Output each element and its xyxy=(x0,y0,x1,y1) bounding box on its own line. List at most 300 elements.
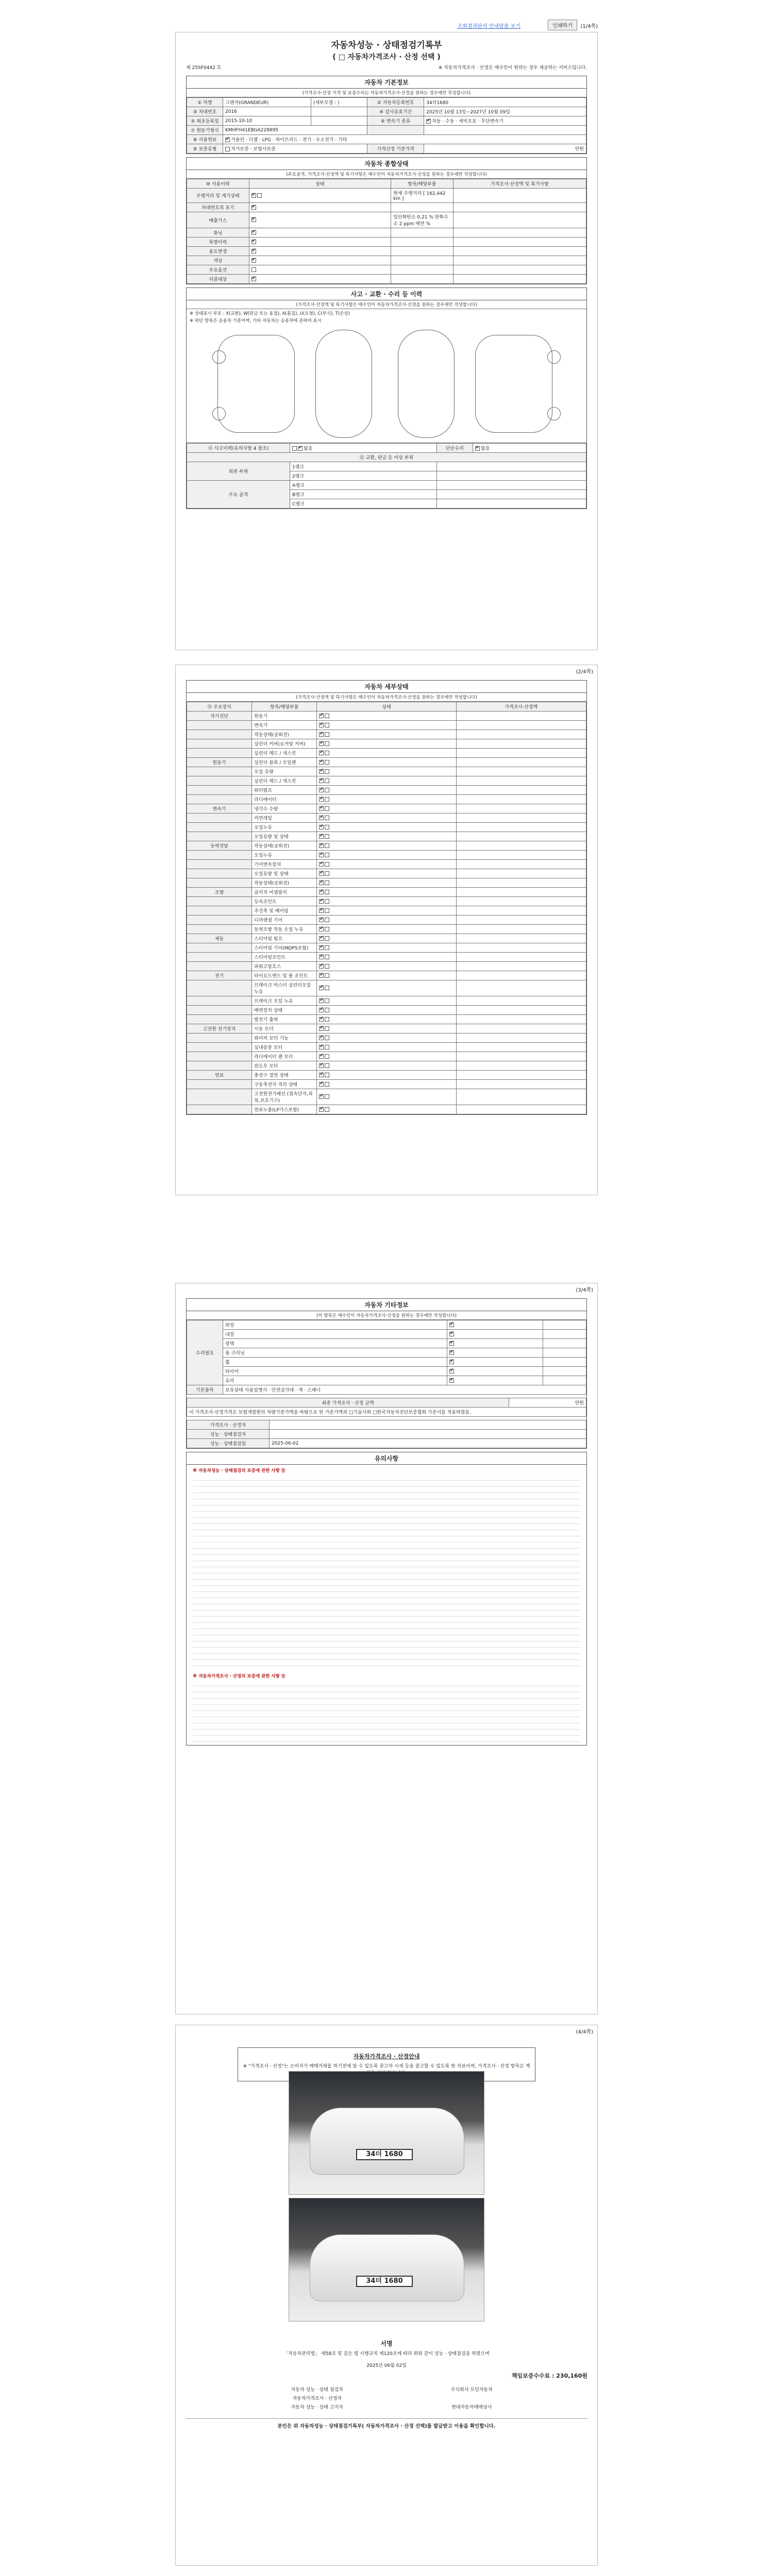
state-ok-check[interactable] xyxy=(319,806,324,811)
grade-2: 2랭크 xyxy=(290,471,437,481)
detail-item: 발전기 출력 xyxy=(252,1015,317,1024)
detail-price xyxy=(456,786,586,795)
detail-row xyxy=(187,1006,586,1015)
detail-item: 와이퍼 모터 기능 xyxy=(252,1033,317,1043)
state-ok-check[interactable] xyxy=(319,1107,324,1112)
detail-state xyxy=(317,739,456,749)
usage-none-check[interactable] xyxy=(251,249,256,253)
state-bad-check[interactable] xyxy=(325,778,329,783)
detail-price xyxy=(456,953,586,962)
state-ok-check[interactable] xyxy=(319,927,324,931)
detail-row xyxy=(187,1105,586,1114)
state-ok-check[interactable] xyxy=(319,986,324,990)
state-ok-check[interactable] xyxy=(319,723,324,727)
detail-state xyxy=(317,814,456,823)
detail-row xyxy=(187,1071,586,1080)
detail-row xyxy=(187,860,586,869)
detail-item: 파워고압호스 xyxy=(252,962,317,971)
detail-row xyxy=(187,980,586,996)
detail-system-cell xyxy=(187,980,252,996)
signer-notifier-org: 현대자동차매매상사 xyxy=(451,2405,492,2410)
detail-price xyxy=(456,1043,586,1052)
detail-head-item: 항목/해당부품 xyxy=(252,702,317,711)
state-ok-check[interactable] xyxy=(319,778,324,783)
state-bad-check[interactable] xyxy=(325,998,329,1003)
detail-price xyxy=(456,860,586,869)
row-color: 색상 xyxy=(187,256,249,265)
state-bad-check[interactable] xyxy=(325,788,329,792)
detail-row xyxy=(187,888,586,897)
detail-row xyxy=(187,971,586,980)
engine-type: KMHFH41EBGA228895 xyxy=(223,126,367,135)
inspection-photos xyxy=(289,2071,484,2321)
item-room-cleaning: 룸 크리닝 xyxy=(223,1348,447,1358)
detail-price xyxy=(456,832,586,841)
price-guide-text: ※ "가격조사 · 산정"는 소비자가 매매거래를 하기전에 알 수 있도록 중고차 시세 등을 참고할 수 있도록 한 자료이며, 가격조사 · 산정 항목은 책 xyxy=(243,2064,530,2069)
detail-state xyxy=(317,860,456,869)
doc-subtitle: ( □ 자동차가격조사 · 산정 선택 ) xyxy=(332,53,441,61)
state-bad-check[interactable] xyxy=(325,853,329,857)
state-ok-check[interactable] xyxy=(319,1063,324,1068)
label-inspection-period: ④ 검사유효기간 xyxy=(367,107,424,116)
detail-row xyxy=(187,953,586,962)
detail-price xyxy=(456,767,586,776)
state-bad-check[interactable] xyxy=(325,955,329,959)
detail-price xyxy=(456,1006,586,1015)
basic-info-title: 자동차 기본정보 xyxy=(187,76,586,89)
detail-system-cell xyxy=(187,832,252,841)
final-price-unit: 만원 xyxy=(509,1398,586,1408)
page-2-number: (2/4쪽) xyxy=(576,669,593,675)
detail-row xyxy=(187,925,586,934)
detail-state xyxy=(317,1089,456,1105)
detail-state xyxy=(317,786,456,795)
state-bad-check[interactable] xyxy=(325,964,329,969)
photo-front xyxy=(289,2071,484,2195)
warranty-check[interactable] xyxy=(225,147,230,151)
detail-item: 디퍼렌셜 기어 xyxy=(252,916,317,925)
detail-item: 구동축전지 격리 상태 xyxy=(252,1080,317,1089)
state-bad-check[interactable] xyxy=(325,918,329,922)
detail-system-cell xyxy=(187,721,252,730)
detail-state xyxy=(317,795,456,804)
state-ok-check[interactable] xyxy=(319,1008,324,1012)
state-bad-check[interactable] xyxy=(325,797,329,802)
detail-state xyxy=(317,943,456,953)
state-bad-check[interactable] xyxy=(325,899,329,904)
state-ok-check[interactable] xyxy=(319,1017,324,1022)
label-first-reg: ⑤ 최초등록일 xyxy=(187,116,223,126)
state-ok-check[interactable] xyxy=(319,890,324,894)
state-bad-check[interactable] xyxy=(325,908,329,913)
detail-head-system: ⑬ 주요장치 xyxy=(187,702,252,711)
detail-system-cell xyxy=(187,1089,252,1105)
state-bad-check[interactable] xyxy=(325,880,329,885)
inspector-label: 성능 · 상태점검자 xyxy=(187,1430,270,1439)
detail-system-cell: 고전원 전기장치 xyxy=(187,1024,252,1033)
repair-needed-label: 수리필요 xyxy=(187,1320,223,1385)
detail-state xyxy=(317,1015,456,1024)
state-bad-check[interactable] xyxy=(325,973,329,978)
detail-state xyxy=(317,1024,456,1033)
state-bad-check[interactable] xyxy=(325,1063,329,1068)
notes-title: 유의사항 xyxy=(187,1452,586,1465)
detail-head-price: 가격조사·산정액 xyxy=(456,702,586,711)
accident-sub: (가격조사·산정액 및 특기사항은 매수인이 자동차가격조사·산정을 원하는 경우에만 작성합니다) xyxy=(187,300,586,309)
color-check[interactable] xyxy=(251,258,256,263)
detail-item: 등속조인트 xyxy=(252,897,317,906)
interior-check[interactable] xyxy=(449,1332,454,1336)
notes-section xyxy=(186,1452,587,1745)
photo-plate-2: 34더 1680 xyxy=(356,2276,413,2287)
state-ok-check[interactable] xyxy=(319,908,324,913)
car-model-detail: (세부모델 : ) xyxy=(311,98,367,107)
state-ok-check[interactable] xyxy=(319,899,324,904)
state-bad-check[interactable] xyxy=(325,1036,329,1040)
detail-price xyxy=(456,916,586,925)
state-bad-check[interactable] xyxy=(325,714,329,718)
item-wheel: 휠 xyxy=(223,1358,447,1367)
detail-price xyxy=(456,776,586,786)
detail-price xyxy=(456,749,586,758)
wheel-check[interactable] xyxy=(449,1360,454,1364)
detail-system-cell xyxy=(187,795,252,804)
state-ok-check[interactable] xyxy=(319,816,324,820)
footer-confirm: 본인은 위 자동차성능 · 상태점검기록부( 자동차가격조사 · 산정 선택)를 발급받고 이용을 확인합니다. xyxy=(186,2418,587,2429)
print-button[interactable]: 인쇄하기 xyxy=(548,20,577,30)
detail-row xyxy=(187,814,586,823)
detail-row xyxy=(187,758,586,767)
doc-number: 제 25SF0442 호 xyxy=(186,65,222,71)
state-ok-check[interactable] xyxy=(319,714,324,718)
detail-item: 추진축 및 베어링 xyxy=(252,906,317,916)
label-engine-type: ⑦ 원동기형식 xyxy=(187,126,223,135)
state-ok-check[interactable] xyxy=(319,825,324,829)
row-emission: 배출가스 xyxy=(187,212,249,228)
repair-no-check[interactable] xyxy=(475,446,480,451)
detail-state xyxy=(317,962,456,971)
state-bad-check[interactable] xyxy=(325,732,329,737)
detail-item: 동력조향 작동 오일 누유 xyxy=(252,925,317,934)
options-check[interactable] xyxy=(251,267,256,272)
state-bad-check[interactable] xyxy=(325,945,329,950)
inspection-period: 2025년 10월 13일~2027년 10월 09일 xyxy=(424,107,586,116)
state-bad-check[interactable] xyxy=(325,1008,329,1012)
status-head-item: 항목/해당부품 xyxy=(391,179,453,189)
state-ok-check[interactable] xyxy=(319,880,324,885)
car-name: 그랜저(GRANDEUR) xyxy=(223,98,311,107)
state-bad-check[interactable] xyxy=(325,751,329,755)
state-bad-check[interactable] xyxy=(325,1054,329,1059)
detail-system-cell: 조향 xyxy=(187,888,252,897)
detail-system-cell xyxy=(187,962,252,971)
detail-price xyxy=(456,851,586,860)
state-ok-check[interactable] xyxy=(319,955,324,959)
detail-state xyxy=(317,906,456,916)
accident-section xyxy=(186,287,587,509)
state-bad-check[interactable] xyxy=(325,834,329,839)
detail-system-cell xyxy=(187,996,252,1006)
state-bad-check[interactable] xyxy=(325,1045,329,1049)
detail-state xyxy=(317,916,456,925)
special-none-check[interactable] xyxy=(251,240,256,244)
detail-state xyxy=(317,1071,456,1080)
detail-row xyxy=(187,804,586,814)
signer-notifier: 자동차 성능 · 상태 고지자 xyxy=(291,2405,343,2410)
detail-price xyxy=(456,906,586,916)
notes-body-1 xyxy=(193,1475,580,1670)
tire-check[interactable] xyxy=(449,1369,454,1374)
detail-item: 실내송풍 모터 xyxy=(252,1043,317,1052)
state-bad-check[interactable] xyxy=(325,1026,329,1031)
frame-label: 주요 골격 xyxy=(187,481,290,509)
detail-head-state: 상태 xyxy=(317,702,456,711)
detail-state xyxy=(317,758,456,767)
exterior-check[interactable] xyxy=(449,1323,454,1327)
odometer-ok-check[interactable] xyxy=(251,193,256,198)
state-bad-check[interactable] xyxy=(325,760,329,765)
detail-row xyxy=(187,832,586,841)
detail-row xyxy=(187,786,586,795)
notes-body-2 xyxy=(193,1680,580,1742)
detail-item: 오일누유 xyxy=(252,823,317,832)
doc-title: 자동차성능 · 상태점검기록부 xyxy=(331,40,442,50)
detail-item: 충전구 절연 상태 xyxy=(252,1071,317,1080)
detail-item: 스티어링조인트 xyxy=(252,953,317,962)
page-4-number: (4/4쪽) xyxy=(576,2029,593,2035)
recall-check[interactable] xyxy=(251,277,256,281)
state-ok-check[interactable] xyxy=(319,1026,324,1031)
repair-label: 단순수리 xyxy=(436,444,473,453)
notice-link[interactable]: 조회결과판의 안내말씀 보기 xyxy=(457,24,520,29)
state-bad-check[interactable] xyxy=(325,769,329,774)
state-ok-check[interactable] xyxy=(319,751,324,755)
odometer-value: 현재 주행거리 [ 162,442 km ] xyxy=(391,189,453,203)
state-bad-check[interactable] xyxy=(325,741,329,746)
state-ok-check[interactable] xyxy=(319,760,324,765)
polish-check[interactable] xyxy=(449,1341,454,1346)
state-ok-check[interactable] xyxy=(319,1082,324,1087)
photo-rear xyxy=(289,2198,484,2321)
detail-item: 워터펌프 xyxy=(252,786,317,795)
state-ok-check[interactable] xyxy=(319,843,324,848)
page-2 xyxy=(175,665,598,1195)
detail-state xyxy=(317,851,456,860)
state-ok-check[interactable] xyxy=(319,1054,324,1059)
detail-row xyxy=(187,878,586,888)
detail-system-cell xyxy=(187,1033,252,1043)
state-bad-check[interactable] xyxy=(325,1017,329,1022)
accident-no-check[interactable] xyxy=(298,446,303,451)
detail-item: 연료누출(LP가스포함) xyxy=(252,1105,317,1114)
state-ok-check[interactable] xyxy=(319,1045,324,1049)
detail-row xyxy=(187,1024,586,1033)
overall-status-section xyxy=(186,157,587,284)
detail-price xyxy=(456,711,586,721)
state-ok-check[interactable] xyxy=(319,918,324,922)
detail-system-cell xyxy=(187,767,252,776)
detail-system-cell: 동력전달 xyxy=(187,841,252,851)
detail-row xyxy=(187,1089,586,1105)
state-ok-check[interactable] xyxy=(319,788,324,792)
state-ok-check[interactable] xyxy=(319,1073,324,1077)
state-bad-check[interactable] xyxy=(325,1094,329,1099)
emission-check[interactable] xyxy=(251,217,256,222)
state-ok-check[interactable] xyxy=(319,741,324,746)
detail-system-cell xyxy=(187,1015,252,1024)
detail-state xyxy=(317,721,456,730)
state-ok-check[interactable] xyxy=(319,769,324,774)
state-bad-check[interactable] xyxy=(325,806,329,811)
detail-row xyxy=(187,739,586,749)
vin-ok-check[interactable] xyxy=(251,205,256,210)
detail-state xyxy=(317,804,456,814)
first-reg-date: 2015-10-10 xyxy=(223,116,311,126)
state-bad-check[interactable] xyxy=(325,871,329,876)
accident-history-value: 없음 xyxy=(304,446,313,451)
detail-state xyxy=(317,1105,456,1114)
detail-row xyxy=(187,934,586,943)
row-odometer: 주행거리 및 계기상태 xyxy=(187,189,249,203)
state-bad-check[interactable] xyxy=(325,890,329,894)
detail-row xyxy=(187,749,586,758)
final-price-title: 최종 가격조사 · 산정 금액 xyxy=(187,1398,509,1408)
transmission-auto-check[interactable] xyxy=(426,119,431,124)
accident-yes-check[interactable] xyxy=(292,446,297,451)
detail-state xyxy=(317,841,456,851)
state-bad-check[interactable] xyxy=(325,986,329,990)
detail-row xyxy=(187,795,586,804)
detail-row xyxy=(187,962,586,971)
state-ok-check[interactable] xyxy=(319,1094,324,1099)
detail-item: 작동상태(공회전) xyxy=(252,841,317,851)
state-ok-check[interactable] xyxy=(319,871,324,876)
grade-1: 1랭크 xyxy=(290,462,437,471)
accident-history-label: ⑪ 사고이력(유의사항 4 참조) xyxy=(187,444,290,453)
state-ok-check[interactable] xyxy=(319,973,324,978)
tuning-none-check[interactable] xyxy=(251,230,256,235)
detail-section xyxy=(186,680,587,1115)
detail-system-cell xyxy=(187,1105,252,1114)
detail-price xyxy=(456,814,586,823)
fuel-options: 가솔린 · 디젤 · LPG · 하이브리드 · 전기 · 수소전기 · 기타 xyxy=(231,138,347,143)
detail-row xyxy=(187,721,586,730)
detail-price xyxy=(456,869,586,878)
label-fuel: ⑧ 사용연료 xyxy=(187,135,223,144)
detail-item: 오일유량 및 상태 xyxy=(252,832,317,841)
state-ok-check[interactable] xyxy=(319,936,324,941)
basic-info-sub: (가격조사·산정 가격 및 보증수리는 자동차가격조사·산정을 원하는 경우에만 작성합니다) xyxy=(187,89,586,97)
detail-system-cell: 변속기 xyxy=(187,804,252,814)
fuel-gasoline-check[interactable] xyxy=(225,138,230,142)
detail-item: 커먼레일 xyxy=(252,814,317,823)
detail-state xyxy=(317,1006,456,1015)
item-glass: 유리 xyxy=(223,1376,447,1385)
row-recall: 리콜대상 xyxy=(187,275,249,284)
state-bad-check[interactable] xyxy=(325,936,329,941)
detail-state xyxy=(317,878,456,888)
state-bad-check[interactable] xyxy=(325,816,329,820)
sign-title: 서명 xyxy=(380,2340,393,2347)
detail-system-cell xyxy=(187,906,252,916)
detail-row xyxy=(187,730,586,739)
detail-state xyxy=(317,767,456,776)
cleaning-check[interactable] xyxy=(449,1350,454,1355)
detail-item: 실린더 커버(로커암 커버) xyxy=(252,739,317,749)
detail-state xyxy=(317,971,456,980)
state-bad-check[interactable] xyxy=(325,825,329,829)
state-ok-check[interactable] xyxy=(319,834,324,839)
label-base-price: 가격산정 기준가격 xyxy=(367,144,424,154)
state-bad-check[interactable] xyxy=(325,1082,329,1087)
overall-status-sub: (주요골격, 가격조사·산정액 및 특기사항은 매수인이 자동차가격조사·산정을 원하는 경우에만 작성합니다) xyxy=(187,170,586,179)
car-bottom-view xyxy=(398,330,455,438)
detail-price xyxy=(456,1089,586,1105)
state-bad-check[interactable] xyxy=(325,1073,329,1077)
row-special: 특별이력 xyxy=(187,238,249,247)
detail-price xyxy=(456,1024,586,1033)
odometer-bad-check[interactable] xyxy=(257,193,262,198)
inspection-date: 2025-06-02 xyxy=(270,1439,586,1448)
state-ok-check[interactable] xyxy=(319,945,324,950)
item-interior: 내장 xyxy=(223,1330,447,1339)
item-exterior: 외장 xyxy=(223,1320,447,1330)
car-right-view xyxy=(475,335,552,433)
notes-sub1: ※ 자동차성능 · 상태점검의 보증에 관한 사항 등 xyxy=(193,1468,286,1473)
detail-state xyxy=(317,980,456,996)
state-bad-check[interactable] xyxy=(325,862,329,867)
state-bad-check[interactable] xyxy=(325,723,329,727)
label-plate: ② 자동차등록번호 xyxy=(367,98,424,107)
label-warranty: ⑨ 보증유형 xyxy=(187,144,223,154)
state-ok-check[interactable] xyxy=(319,797,324,802)
detail-row xyxy=(187,943,586,953)
other-info-section xyxy=(186,1298,587,1449)
state-ok-check[interactable] xyxy=(319,964,324,969)
state-bad-check[interactable] xyxy=(325,1107,329,1112)
detail-system-cell xyxy=(187,851,252,860)
detail-row xyxy=(187,776,586,786)
glass-check[interactable] xyxy=(449,1378,454,1383)
detail-row xyxy=(187,841,586,851)
item-polish: 광택 xyxy=(223,1339,447,1348)
signer-inspector: 자동차 성능 · 상태 점검자 xyxy=(291,2387,343,2393)
state-ok-check[interactable] xyxy=(319,862,324,867)
detail-price xyxy=(456,925,586,934)
base-price-unit: 만원 xyxy=(424,144,586,154)
car-left-view xyxy=(217,335,295,433)
detail-title: 자동차 세부상태 xyxy=(187,681,586,693)
state-bad-check[interactable] xyxy=(325,843,329,848)
detail-system-cell xyxy=(187,916,252,925)
state-ok-check[interactable] xyxy=(319,998,324,1003)
detail-system-cell xyxy=(187,943,252,953)
detail-price xyxy=(456,980,586,996)
state-bad-check[interactable] xyxy=(325,927,329,931)
basic-info-section xyxy=(186,76,587,154)
detail-item: 기어변속장치 xyxy=(252,860,317,869)
detail-item: 스티어링 펌프 xyxy=(252,934,317,943)
detail-system-cell: 연료 xyxy=(187,1071,252,1080)
detail-item: 실린더 블록 / 오일팬 xyxy=(252,758,317,767)
state-ok-check[interactable] xyxy=(319,732,324,737)
detail-state xyxy=(317,953,456,962)
state-ok-check[interactable] xyxy=(319,1036,324,1040)
state-ok-check[interactable] xyxy=(319,853,324,857)
inspection-date-label: 성능 · 상태점검일 xyxy=(187,1439,270,1448)
detail-price xyxy=(456,934,586,943)
detail-system-cell xyxy=(187,823,252,832)
